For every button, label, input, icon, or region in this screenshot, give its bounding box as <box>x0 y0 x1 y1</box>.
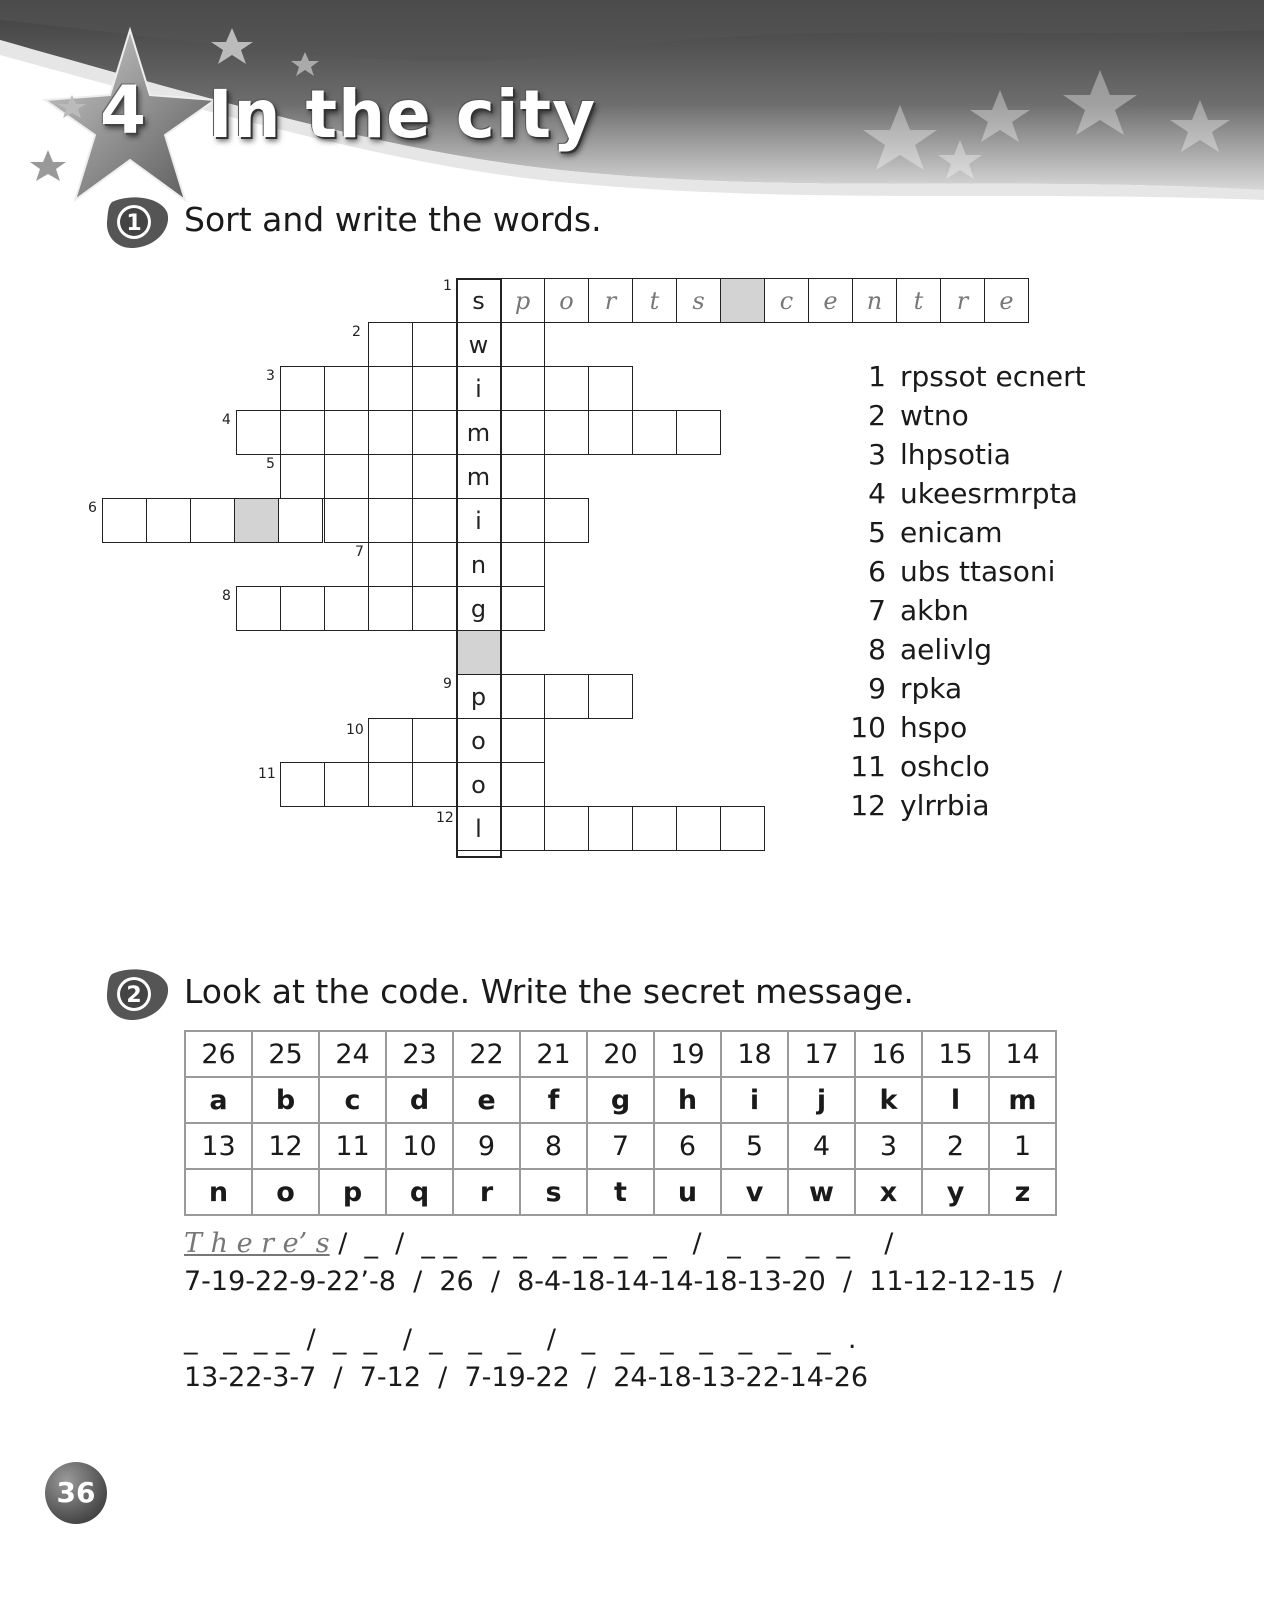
code-cell: e <box>453 1077 520 1123</box>
code-cell: 7 <box>587 1123 654 1169</box>
code-letter-row <box>185 1077 1056 1123</box>
grid-cell[interactable] <box>368 454 413 499</box>
grid-cell[interactable] <box>676 410 721 455</box>
unit-header <box>0 0 1264 215</box>
grid-clue-number: 1 <box>443 278 452 294</box>
code-cell: 15 <box>922 1031 989 1077</box>
exercise-number: 1 <box>126 211 142 236</box>
grid-cell[interactable] <box>588 674 633 719</box>
grid-clue-number: 2 <box>352 324 361 340</box>
code-cell: l <box>922 1077 989 1123</box>
code-line-1: 7-19-22-9-22’-8 / 26 / 8-4-18-14-14-18-13-20 / 11-12-12-15 / <box>184 1266 1063 1297</box>
grid-cell[interactable] <box>324 498 369 543</box>
grid-cell[interactable] <box>190 498 235 543</box>
grid-cell-example: t <box>896 278 941 323</box>
grid-clue-number: 12 <box>436 810 454 826</box>
code-cell: 14 <box>989 1031 1056 1077</box>
grid-cell[interactable] <box>368 410 413 455</box>
code-cell: t <box>587 1169 654 1215</box>
grid-cell[interactable] <box>500 410 545 455</box>
code-cell: h <box>654 1077 721 1123</box>
grid-cell-example: n <box>852 278 897 323</box>
example-word: T h e r e’ s <box>184 1228 330 1259</box>
page-number: 36 <box>45 1462 107 1524</box>
grid-cell-key: w <box>456 322 501 367</box>
grid-cell[interactable] <box>280 586 325 631</box>
grid-cell[interactable] <box>280 410 325 455</box>
clue-item: 8 aelivlg <box>868 633 993 666</box>
grid-cell[interactable] <box>412 410 457 455</box>
code-cell: 18 <box>721 1031 788 1077</box>
exercise-number: 2 <box>126 983 142 1008</box>
clue-item: 10 hspo <box>850 711 968 744</box>
exercise-number-badge <box>104 196 170 250</box>
grid-cell-example: r <box>940 278 985 323</box>
code-cell: 23 <box>386 1031 453 1077</box>
code-cell: 16 <box>855 1031 922 1077</box>
grid-clue-number: 7 <box>355 544 364 560</box>
code-cell: 21 <box>520 1031 587 1077</box>
grid-cell[interactable] <box>500 454 545 499</box>
code-cell: i <box>721 1077 788 1123</box>
grid-cell[interactable] <box>588 806 633 851</box>
grid-cell[interactable] <box>368 718 413 763</box>
code-cell: 4 <box>788 1123 855 1169</box>
code-cell: u <box>654 1169 721 1215</box>
code-cell: 24 <box>319 1031 386 1077</box>
code-cell: v <box>721 1169 788 1215</box>
grid-clue-number: 3 <box>266 368 275 384</box>
grid-cell[interactable] <box>324 410 369 455</box>
grid-cell[interactable] <box>236 410 281 455</box>
grid-cell[interactable] <box>588 410 633 455</box>
code-cell: m <box>989 1077 1056 1123</box>
grid-cell-blank <box>234 498 279 543</box>
code-cell: p <box>319 1169 386 1215</box>
grid-cell[interactable] <box>412 498 457 543</box>
code-cell: s <box>520 1169 587 1215</box>
grid-cell[interactable] <box>544 806 589 851</box>
clue-item: 7 akbn <box>868 594 969 627</box>
grid-cell[interactable] <box>368 366 413 411</box>
clue-item: 6 ubs ttasoni <box>868 555 1056 588</box>
exercise-instruction: Look at the code. Write the secret message. <box>184 972 914 1011</box>
code-table <box>184 1030 1057 1216</box>
code-cell: 2 <box>922 1123 989 1169</box>
code-cell: 3 <box>855 1123 922 1169</box>
code-cell: g <box>587 1077 654 1123</box>
code-cell: 12 <box>252 1123 319 1169</box>
code-cell: a <box>185 1077 252 1123</box>
grid-cell[interactable] <box>632 410 677 455</box>
grid-cell[interactable] <box>324 762 369 807</box>
grid-cell-example: r <box>588 278 633 323</box>
grid-clue-number: 10 <box>346 722 364 738</box>
code-cell: 1 <box>989 1123 1056 1169</box>
clue-item: 4 ukeesrmrpta <box>868 477 1078 510</box>
code-cell: b <box>252 1077 319 1123</box>
code-cell: 5 <box>721 1123 788 1169</box>
code-cell: x <box>855 1169 922 1215</box>
code-cell: k <box>855 1077 922 1123</box>
code-cell: 25 <box>252 1031 319 1077</box>
grid-cell[interactable] <box>500 718 545 763</box>
grid-cell-example: o <box>544 278 589 323</box>
grid-cell[interactable] <box>632 806 677 851</box>
grid-cell[interactable] <box>368 322 413 367</box>
grid-cell[interactable] <box>544 366 589 411</box>
grid-cell[interactable] <box>278 498 323 543</box>
grid-cell-key: o <box>456 718 501 763</box>
grid-cell[interactable] <box>544 498 589 543</box>
code-cell: 19 <box>654 1031 721 1077</box>
exercise-number-badge <box>104 968 170 1022</box>
code-cell: 13 <box>185 1123 252 1169</box>
code-cell: 9 <box>453 1123 520 1169</box>
grid-cell[interactable] <box>236 586 281 631</box>
unit-title: In the city <box>208 76 597 153</box>
grid-cell[interactable] <box>676 806 721 851</box>
grid-cell[interactable] <box>324 454 369 499</box>
grid-cell-example: c <box>764 278 809 323</box>
grid-clue-number: 5 <box>266 456 275 472</box>
code-cell: 26 <box>185 1031 252 1077</box>
grid-cell[interactable] <box>412 762 457 807</box>
grid-cell-blank <box>720 278 765 323</box>
code-cell: q <box>386 1169 453 1215</box>
grid-cell[interactable] <box>368 542 413 587</box>
grid-cell[interactable] <box>368 498 413 543</box>
grid-cell[interactable] <box>588 366 633 411</box>
grid-cell[interactable] <box>412 366 457 411</box>
clue-item: 2 wtno <box>868 399 969 432</box>
grid-cell[interactable] <box>280 366 325 411</box>
grid-cell[interactable] <box>324 366 369 411</box>
grid-cell-blank <box>456 630 501 675</box>
code-cell: d <box>386 1077 453 1123</box>
grid-cell-example: e <box>984 278 1029 323</box>
grid-cell-key: g <box>456 586 501 631</box>
code-cell: 22 <box>453 1031 520 1077</box>
code-cell: w <box>788 1169 855 1215</box>
answer-blanks[interactable]: / _ / _ _ _ _ _ _ _ _ / _ _ _ _ / <box>329 1228 894 1259</box>
grid-cell[interactable] <box>280 454 325 499</box>
grid-cell[interactable] <box>500 498 545 543</box>
code-cell: 20 <box>587 1031 654 1077</box>
grid-cell-key: n <box>456 542 501 587</box>
grid-cell[interactable] <box>500 806 545 851</box>
grid-cell[interactable] <box>368 586 413 631</box>
grid-cell[interactable] <box>368 762 413 807</box>
grid-clue-number: 8 <box>222 588 231 604</box>
grid-cell[interactable] <box>500 762 545 807</box>
code-cell: 17 <box>788 1031 855 1077</box>
grid-cell[interactable] <box>102 498 147 543</box>
code-cell: 6 <box>654 1123 721 1169</box>
grid-cell[interactable] <box>412 586 457 631</box>
grid-cell[interactable] <box>500 674 545 719</box>
grid-clue-number: 9 <box>443 676 452 692</box>
code-cell: z <box>989 1169 1056 1215</box>
code-cell: n <box>185 1169 252 1215</box>
clue-item: 5 enicam <box>868 516 1003 549</box>
grid-cell[interactable] <box>280 762 325 807</box>
grid-cell[interactable] <box>324 586 369 631</box>
grid-cell-example: t <box>632 278 677 323</box>
clue-item: 11 oshclo <box>850 750 990 783</box>
clue-item: 1 rpssot ecnert <box>868 360 1086 393</box>
code-cell: 8 <box>520 1123 587 1169</box>
code-letter-row <box>185 1169 1056 1215</box>
grid-cell[interactable] <box>544 410 589 455</box>
code-number-row <box>185 1123 1056 1169</box>
grid-cell-key: i <box>456 498 501 543</box>
grid-cell[interactable] <box>412 718 457 763</box>
grid-cell[interactable] <box>412 454 457 499</box>
grid-cell-key: m <box>456 454 501 499</box>
code-cell: r <box>453 1169 520 1215</box>
grid-cell[interactable] <box>720 806 765 851</box>
grid-cell-key: i <box>456 366 501 411</box>
exercise-instruction: Sort and write the words. <box>184 200 602 239</box>
code-cell: 11 <box>319 1123 386 1169</box>
code-cell: o <box>252 1169 319 1215</box>
clue-item: 3 lhpsotia <box>868 438 1011 471</box>
grid-cell-example: p <box>500 278 545 323</box>
grid-cell-key: p <box>456 674 501 719</box>
grid-cell-example: e <box>808 278 853 323</box>
grid-cell-key: m <box>456 410 501 455</box>
code-cell: c <box>319 1077 386 1123</box>
grid-clue-number: 6 <box>88 500 97 516</box>
grid-cell[interactable] <box>500 586 545 631</box>
grid-cell[interactable] <box>544 674 589 719</box>
grid-cell-example: s <box>676 278 721 323</box>
grid-cell[interactable] <box>412 322 457 367</box>
grid-cell-key: o <box>456 762 501 807</box>
grid-clue-number: 4 <box>222 412 231 428</box>
code-cell: 10 <box>386 1123 453 1169</box>
header-banner <box>0 0 1264 215</box>
grid-cell-key: l <box>456 806 501 851</box>
clue-item: 9 rpka <box>868 672 963 705</box>
grid-cell[interactable] <box>500 366 545 411</box>
code-cell: f <box>520 1077 587 1123</box>
clue-item: 12 ylrrbia <box>850 789 990 822</box>
grid-cell[interactable] <box>412 542 457 587</box>
grid-cell[interactable] <box>500 542 545 587</box>
grid-clue-number: 11 <box>258 766 276 782</box>
grid-cell[interactable] <box>146 498 191 543</box>
code-line-2: 13-22-3-7 / 7-12 / 7-19-22 / 24-18-13-22-14-26 <box>184 1362 869 1393</box>
grid-cell[interactable]: s <box>456 278 501 323</box>
unit-number: 4 <box>100 72 146 149</box>
answer-line-1[interactable] <box>184 1228 893 1259</box>
code-cell: j <box>788 1077 855 1123</box>
grid-cell[interactable] <box>500 322 545 367</box>
answer-line-2[interactable]: _ _ _ _ / _ _ / _ _ _ / _ _ _ _ _ _ _ . <box>184 1324 857 1355</box>
code-cell: y <box>922 1169 989 1215</box>
code-number-row <box>185 1031 1056 1077</box>
